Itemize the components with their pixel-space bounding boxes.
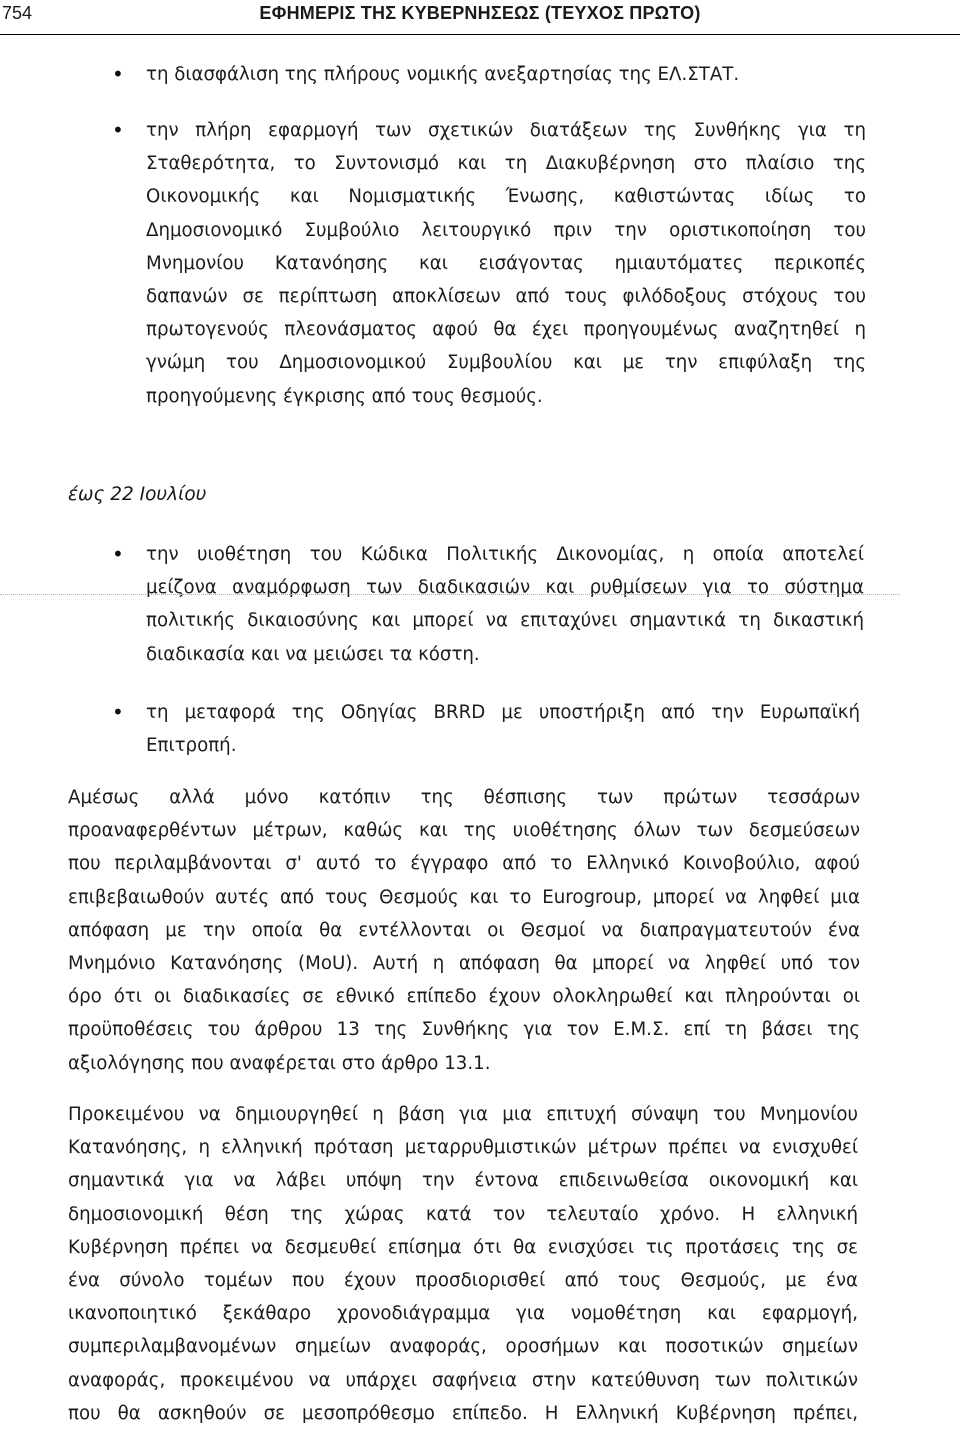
section-heading: έως 22 Ιουλίου xyxy=(68,484,207,505)
bullet-item: τη διασφάλιση της πλήρους νομικής ανεξαρτησίας της ΕΛ.ΣΤΑΤ. xyxy=(146,64,740,85)
bullet-marker: • xyxy=(112,542,124,566)
bullet-marker: • xyxy=(112,700,124,724)
gazette-title: ΕΦΗΜΕΡΙΣ ΤΗΣ ΚΥΒΕΡΝΗΣΕΩΣ (ΤΕΥΧΟΣ ΠΡΩΤΟ) xyxy=(259,3,701,23)
scan-artifact-line xyxy=(0,594,900,595)
page-header xyxy=(0,0,960,35)
bullet-item: την υιοθέτηση του Κώδικα Πολιτικής Δικονομίας, η οποία αποτελεί μείζονα αναμόρφωση των διαδικασιών και ρυθμίσεων για το σύστημα πολιτικής δικαιοσύνης και μπορεί να επιταχύνει σημαντικά τη δικαστική διαδικασία και να μειώσει τα κόστη. xyxy=(146,544,864,665)
page-number: 754 xyxy=(2,3,33,23)
bullet-marker: • xyxy=(112,62,124,86)
body-paragraph: Προκειμένου να δημιουργηθεί η βάση για μια επιτυχή σύναψη του Μνημονίου Κατανόησης, η ελληνική πρόταση μεταρρυθμιστικών μέτρων πρέπει να ενισχυθεί σημαντικά για να λάβει υπόψη την έντονα επιδεινωθείσα οικονομική και δημοσιονομική θέση της χώρας κατά τον τελευταίο χρόνο. Η ελληνική Κυβέρνηση πρέπει να δεσμευθεί επίσημα ότι θα ενισχύσει τις προτάσεις της σε ένα σύνολο τομέων που έχουν προσδιορισθεί από τους Θεσμούς, με ένα ικανοποιητικό ξεκάθαρο χρονοδιάγραμμα για νομοθέτηση και εφαρμογή, συμπεριλαμβανομένων σημείων αναφοράς, οροσήμων και ποσοτικών σημείων αναφοράς, προκειμένου να υπάρχει σαφήνεια στην κατεύθυνση των πολιτικών που θα ασκηθούν σε μεσοπρόθεσμο επίπεδο. Η Ελληνική Κυβέρνηση πρέπει, xyxy=(68,1104,858,1424)
body-paragraph: Αμέσως αλλά μόνο κατόπιν της θέσπισης των πρώτων τεσσάρων προαναφερθέντων μέτρων, καθώς και της υιοθέτησης όλων των δεσμεύσεων που περιλαμβάνονται σ' αυτό το έγγραφο από το Ελληνικό Κοινοβούλιο, αφού επιβεβαιωθούν αυτές από τους Θεσμούς και το Eurogroup, μπορεί να ληφθεί μια απόφαση με την οποία θα εντέλλονται οι Θεσμοί να διαπραγματευτούν ένα Μνημόνιο Κατανόησης (MoU). Αυτή η απόφαση θα μπορεί να ληφθεί υπό τον όρο ότι οι διαδικασίες σε εθνικό επίπεδο έχουν ολοκληρωθεί και πληρούνται οι προϋποθέσεις του άρθρου 13 της Συνθήκης για τον Ε.Μ.Σ. επί τη βάσει της αξιολόγησης που αναφέρεται στο άρθρο 13.1. xyxy=(68,787,860,1074)
bullet-item: τη μεταφορά της Οδηγίας BRRD με υποστήριξη από την Ευρωπαϊκή Επιτροπή. xyxy=(146,702,860,757)
bullet-item: την πλήρη εφαρμογή των σχετικών διατάξεων της Συνθήκης για τη Σταθερότητα, το Συντονισμό και τη Διακυβέρνηση στο πλαίσιο της Οικονομικής και Νομισματικής Ένωσης, καθιστώντας ιδίως το Δημοσιονομικό Συμβούλιο λειτουργικό πριν την οριστικοποίηση του Μνημονίου Κατανόησης και εισάγοντας ημιαυτόματες περικοπές δαπανών σε περίπτωση αποκλίσεων από τους φιλόδοξους στόχους του πρωτογενούς πλεονάσματος αφού θα έχει προηγουμένως αναζητηθεί η γνώμη του Δημοσιονομικού Συμβουλίου και με την επιφύλαξη της προηγούμενης έγκρισης από τους θεσμούς. xyxy=(146,120,866,407)
bullet-marker: • xyxy=(112,118,124,142)
